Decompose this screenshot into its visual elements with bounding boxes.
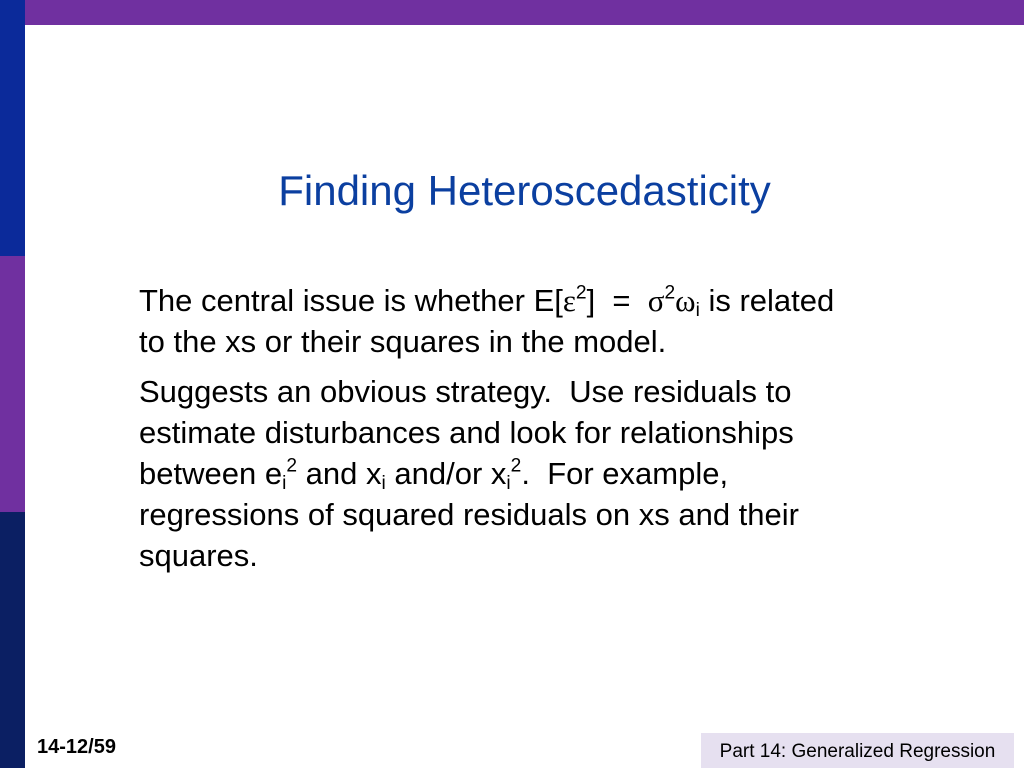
text-segment: is related xyxy=(699,283,835,318)
paragraph-2-line-2: estimate disturbances and look for relationships xyxy=(139,415,794,450)
paragraph-1-line-2: to the xs or their squares in the model. xyxy=(139,324,667,359)
subscript: i xyxy=(282,472,287,494)
superscript: 2 xyxy=(510,455,522,477)
subscript: i xyxy=(381,472,386,494)
subscript: i xyxy=(506,472,511,494)
paragraph-2-line-3 xyxy=(139,453,929,494)
side-accent-bar-middle xyxy=(0,256,25,512)
side-accent-bar-top xyxy=(0,0,25,256)
text-segment: between e xyxy=(139,456,283,491)
text-segment: The central issue is whether E[ xyxy=(139,283,563,318)
sigma-symbol: σ xyxy=(647,283,665,318)
bullet-paragraph-2 xyxy=(139,371,929,576)
text-segment: and/or x xyxy=(385,456,507,491)
superscript: 2 xyxy=(286,455,298,477)
paragraph-2-line-1: Suggests an obvious strategy. Use residuals to xyxy=(139,374,792,409)
text-segment: ] = xyxy=(586,283,648,318)
slide-title: Finding Heteroscedasticity xyxy=(278,167,771,214)
footer-label: Part 14: Generalized Regression xyxy=(701,733,1014,768)
superscript: 2 xyxy=(575,282,587,304)
slide-body xyxy=(139,280,929,585)
paragraph-2-line-4: regressions of squared residuals on xs and their xyxy=(139,497,799,532)
text-segment: . For example, xyxy=(521,456,729,491)
slide-number: 14-12/59 xyxy=(37,736,116,758)
paragraph-2-line-5: squares. xyxy=(139,538,258,573)
epsilon-symbol: ε xyxy=(562,283,576,318)
paragraph-1-line-1 xyxy=(139,280,929,321)
text-segment: and x xyxy=(297,456,382,491)
bullet-paragraph-1 xyxy=(139,280,929,362)
side-accent-bar-bottom xyxy=(0,512,25,768)
omega-symbol: ω xyxy=(675,283,696,318)
superscript: 2 xyxy=(664,282,676,304)
subscript: i xyxy=(695,299,700,321)
top-accent-bar xyxy=(0,0,1024,25)
